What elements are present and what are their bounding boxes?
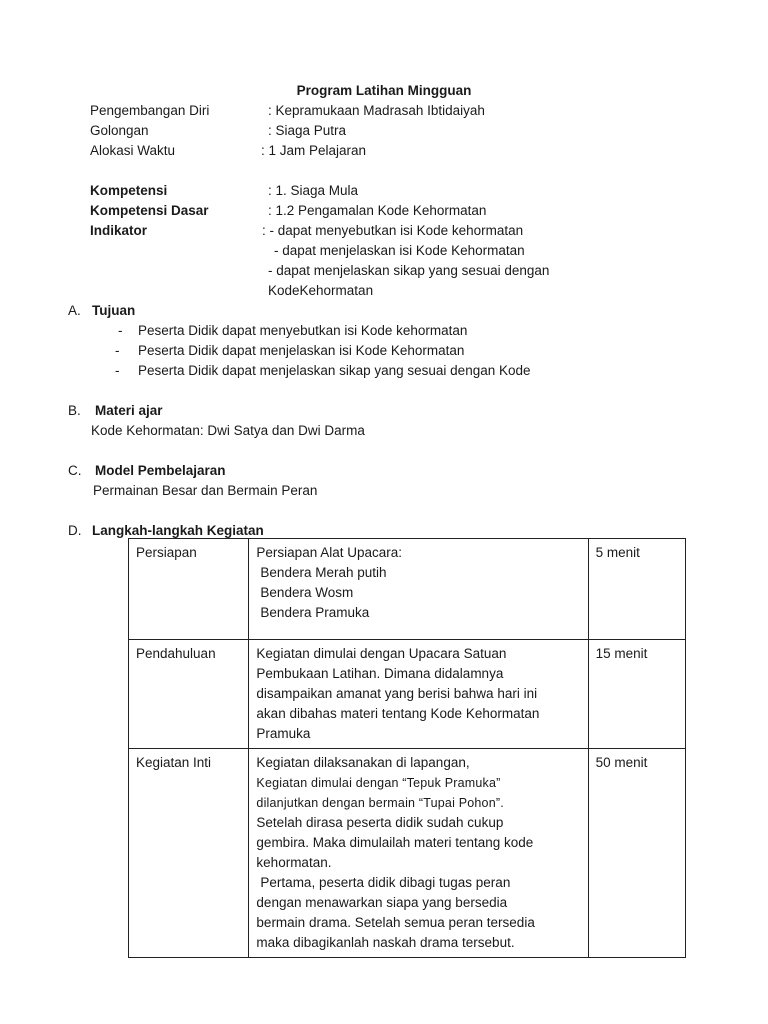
section-a-title: Tujuan [92,303,136,318]
section-c-text: Permainan Besar dan Bermain Peran [93,483,318,498]
activity-line: Pembukaan Latihan. Dimana didalamnya [256,666,504,681]
list-item: Peserta Didik dapat menjelaskan sikap yang sesuai dengan Kode [138,363,531,378]
time-cell: 5 menit [588,539,685,640]
phase-cell: Persiapan [129,539,249,640]
field-label-alokasi: Alokasi Waktu [90,143,176,158]
indikator-line: - dapat menjelaskan isi Kode Kehormatan [274,243,525,258]
activity-line: Bendera Wosm [260,585,354,600]
table-row [129,749,686,958]
field-value-golongan: : Siaga Putra [268,123,347,138]
field-value-kompetensi-dasar: : 1.2 Pengamalan Kode Kehormatan [268,203,487,218]
page-title: Program Latihan Mingguan [296,83,472,98]
activity-line: Kegiatan dimulai dengan Upacara Satuan [256,646,507,661]
field-value-kompetensi: : 1. Siaga Mula [268,183,359,198]
activity-line: kehormatan. [256,855,332,870]
field-label-indikator: Indikator [90,223,148,238]
indikator-line: KodeKehormatan [268,283,374,298]
activity-line: Kegiatan dimulai dengan “Tepuk Pramuka” [256,776,501,790]
field-value-indikator: : - dapat menyebutkan isi Kode kehormatan [262,223,524,238]
section-c-title: Model Pembelajaran [95,463,226,478]
time-cell: 50 menit [588,749,685,958]
bullet-dash: - [115,343,120,358]
activity-line: bermain drama. Setelah semua peran tersedia [256,915,535,930]
list-item: Peserta Didik dapat menjelaskan isi Kode Kehormatan [138,343,465,358]
field-label-kompetensi-dasar: Kompetensi Dasar [90,203,209,218]
activity-cell [249,640,588,749]
activity-cell [249,539,588,640]
bullet-dash: - [118,323,123,338]
field-value-alokasi: : 1 Jam Pelajaran [261,143,367,158]
section-b-text: Kode Kehormatan: Dwi Satya dan Dwi Darma [91,423,365,438]
section-c-letter: C. [68,463,82,478]
activity-line: Kegiatan dilaksanakan di lapangan, [256,755,470,770]
section-a-letter: A. [68,303,81,318]
section-d-title: Langkah-langkah Kegiatan [92,523,264,538]
activity-line: Setelah dirasa peserta didik sudah cukup [256,815,504,830]
activity-line: dengan menawarkan siapa yang bersedia [256,895,508,910]
field-label-golongan: Golongan [90,123,149,138]
list-item: Peserta Didik dapat menyebutkan isi Kode kehormatan [138,323,468,338]
phase-cell: Pendahuluan [129,640,249,749]
activity-line: akan dibahas materi tentang Kode Kehormatan [256,706,540,721]
section-d-letter: D. [68,523,82,538]
bullet-dash: - [115,363,120,378]
table-row [129,539,686,640]
time-cell: 15 menit [588,640,685,749]
section-b-letter: B. [68,403,81,418]
activity-line: disampaikan amanat yang berisi bahwa hari ini [256,686,538,701]
activity-line: Persiapan Alat Upacara: [256,545,403,560]
section-b-title: Materi ajar [95,403,163,418]
activity-line: Bendera Merah putih [260,565,387,580]
activity-line: gembira. Maka dimulailah materi tentang kode [256,835,534,850]
table-row [129,640,686,749]
indikator-line: - dapat menjelaskan sikap yang sesuai dengan [268,263,550,278]
field-label-pengembangan: Pengembangan Diri [90,103,210,118]
activity-line: Bendera Pramuka [260,605,370,620]
activity-line: dilanjutkan dengan bermain “Tupai Pohon”. [256,796,504,810]
activity-line: maka dibagikanlah naskah drama tersebut. [256,935,515,950]
phase-cell: Kegiatan Inti [129,749,249,958]
activity-line: Pramuka [256,726,311,741]
activity-cell [249,749,588,958]
activity-line: Pertama, peserta didik dibagi tugas peran [260,875,511,890]
activity-table [128,538,686,958]
field-value-pengembangan: : Kepramukaan Madrasah Ibtidaiyah [268,103,485,118]
field-label-kompetensi: Kompetensi [90,183,168,198]
